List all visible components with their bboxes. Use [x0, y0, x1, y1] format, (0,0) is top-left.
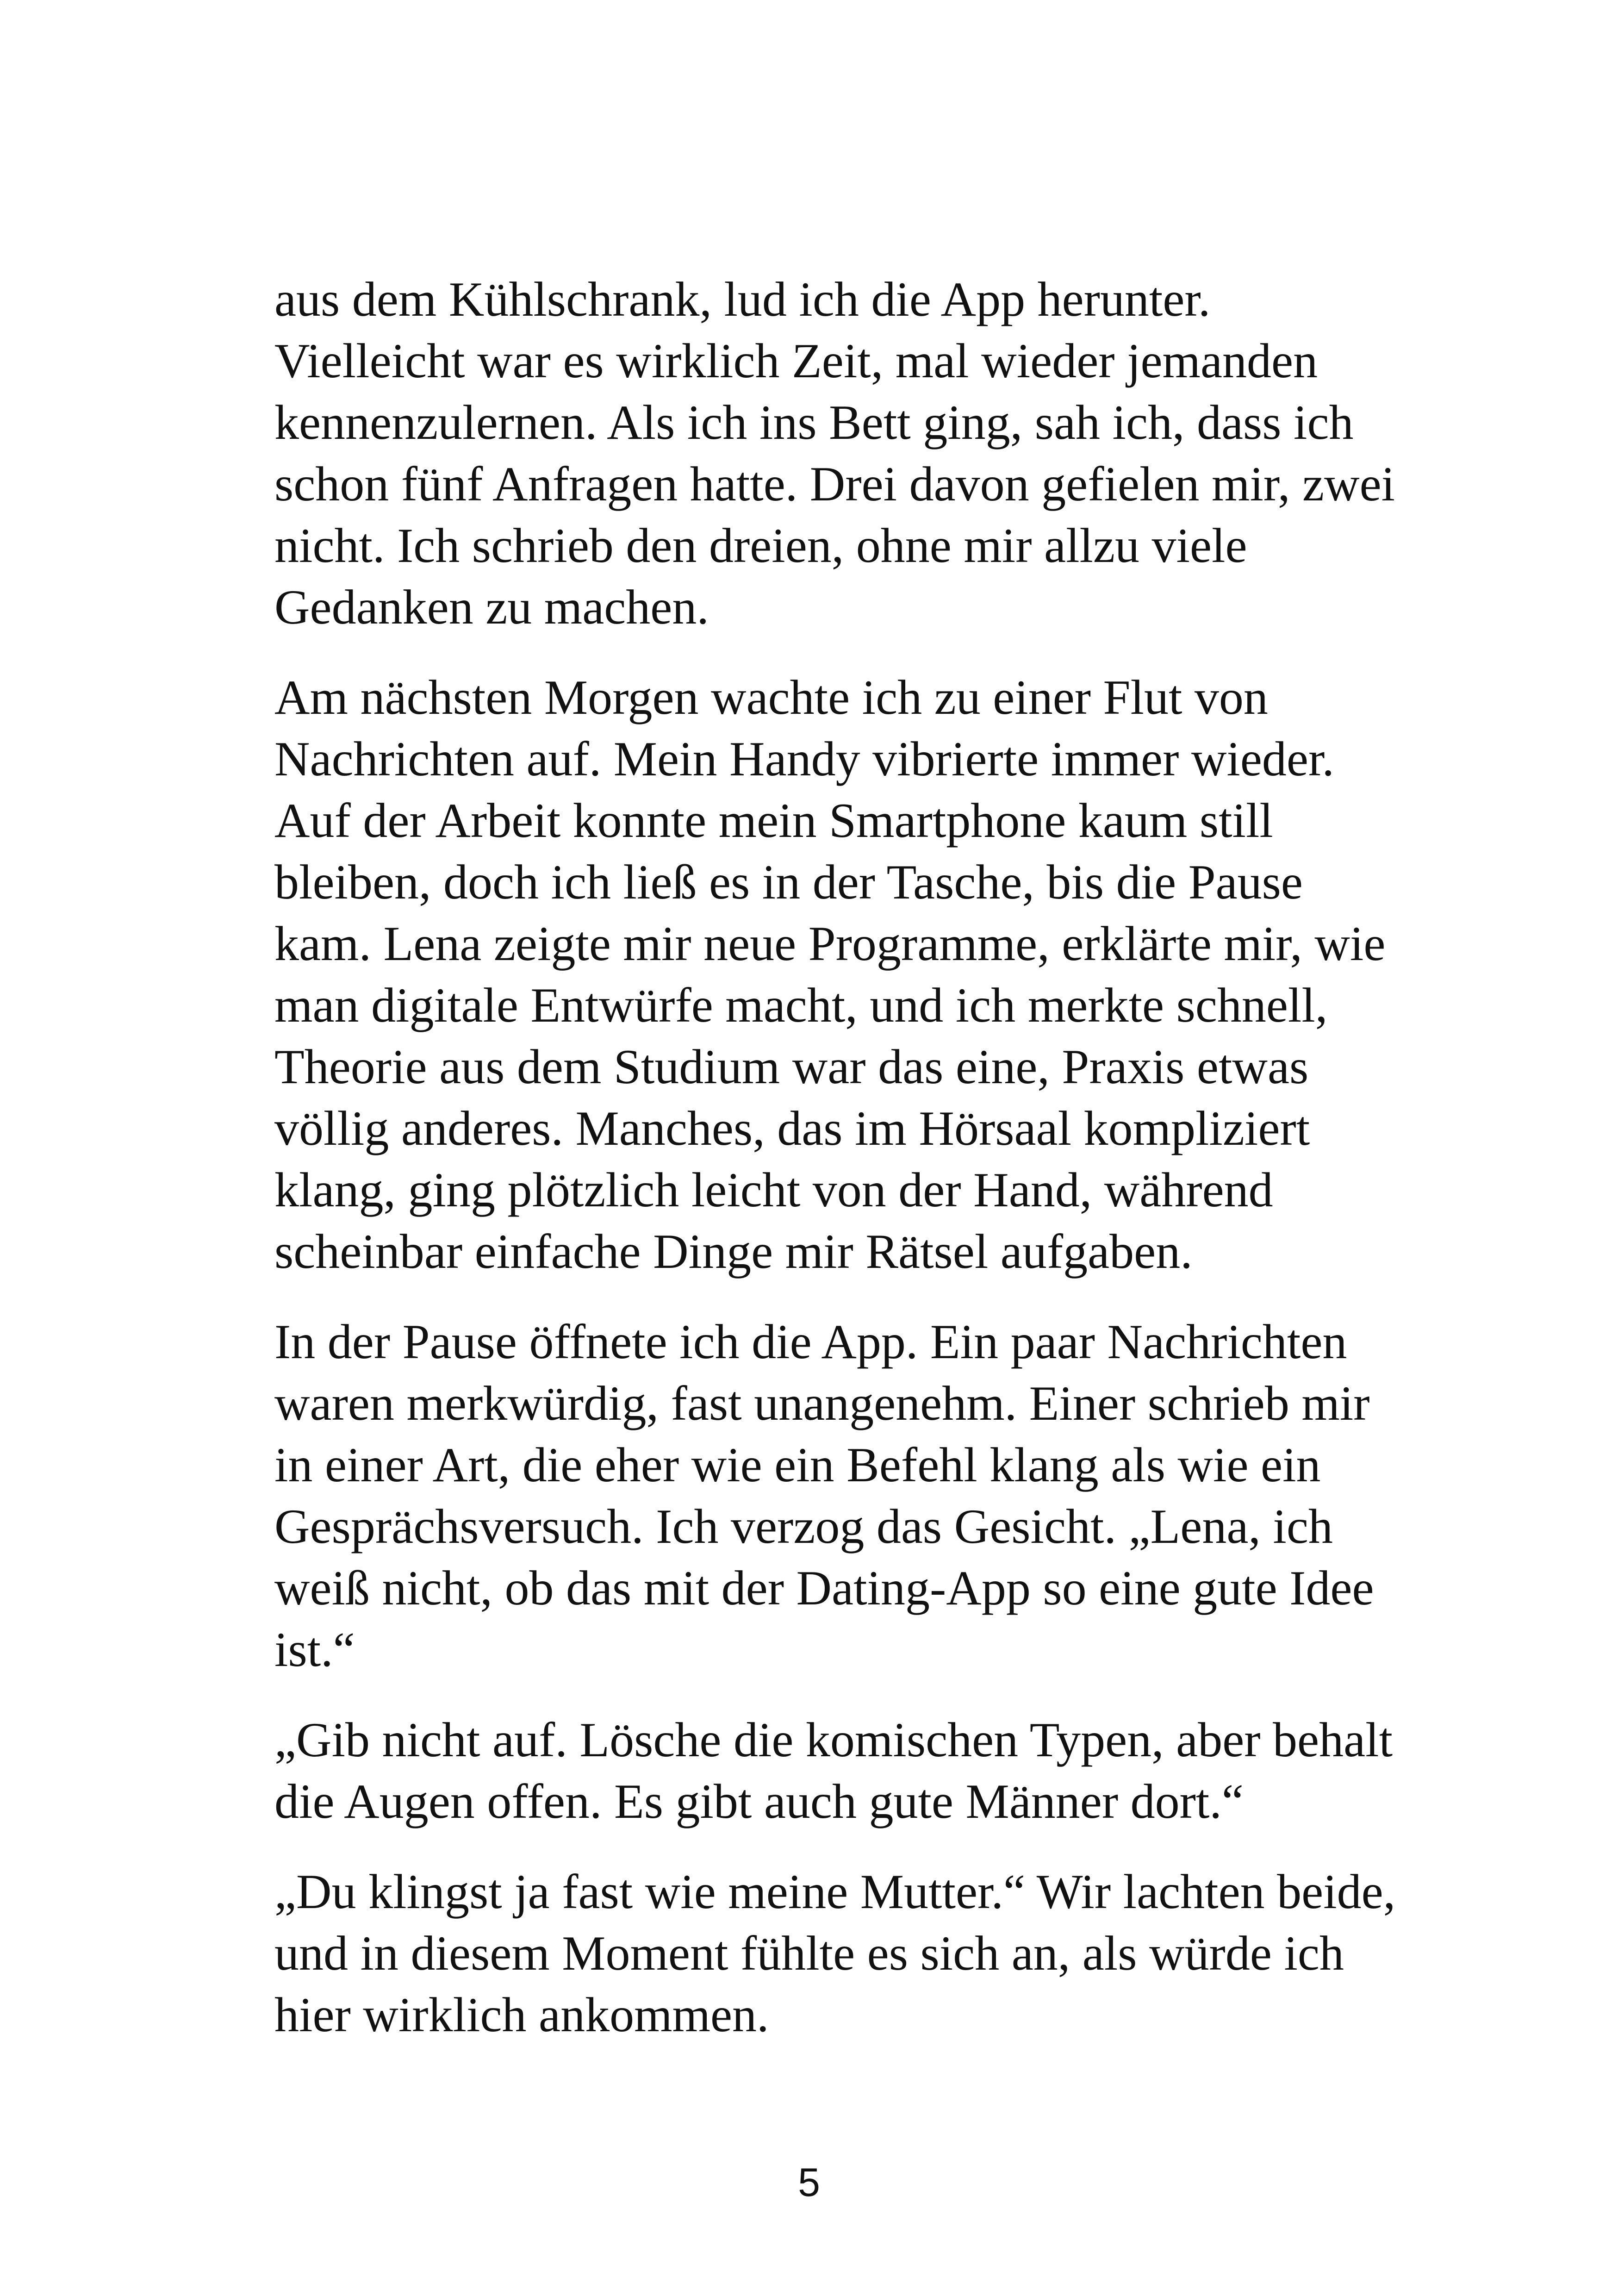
text-line: in einer Art, die eher wie ein Befehl klang als wie ein — [274, 1438, 1321, 1492]
page-number: 5 — [798, 2160, 820, 2205]
text-line: nicht. Ich schrieb den dreien, ohne mir allzu viele — [274, 518, 1247, 573]
paragraph-3 — [274, 1311, 1374, 1680]
text-line: klang, ging plötzlich leicht von der Hand, während — [274, 1163, 1273, 1217]
text-line: kennenzulernen. Als ich ins Bett ging, sah ich, dass ich — [274, 395, 1354, 449]
text-line: Theorie aus dem Studium war das eine, Praxis etwas — [274, 1040, 1309, 1094]
text-line: weiß nicht, ob das mit der Dating-App so eine gute Idee — [274, 1561, 1374, 1615]
paragraph-1 — [274, 268, 1395, 638]
text-line: „Du klingst ja fast wie meine Mutter.“ Wir lachten beide, — [274, 1865, 1396, 1919]
text-line: ist.“ — [274, 1622, 355, 1677]
text-line: Am nächsten Morgen wachte ich zu einer Flut von — [274, 670, 1268, 724]
text-line: kam. Lena zeigte mir neue Programme, erklärte mir, wie — [274, 917, 1386, 971]
text-line: In der Pause öffnete ich die App. Ein paar Nachrichten — [274, 1315, 1347, 1369]
text-line: hier wirklich ankommen. — [274, 1988, 769, 2042]
paragraph-5 — [274, 1861, 1396, 2046]
paragraph-4 — [274, 1709, 1393, 1832]
text-line: Auf der Arbeit konnte mein Smartphone kaum still — [274, 793, 1273, 848]
text-line: schon fünf Anfragen hatte. Drei davon gefielen mir, zwei — [274, 457, 1395, 511]
text-line: man digitale Entwürfe macht, und ich merkte schnell, — [274, 978, 1328, 1032]
text-line: Nachrichten auf. Mein Handy vibrierte immer wieder. — [274, 732, 1334, 786]
body-text — [274, 268, 1396, 2074]
paragraph-2 — [274, 667, 1386, 1282]
text-line: und in diesem Moment fühlte es sich an, als würde ich — [274, 1926, 1344, 1980]
text-line: „Gib nicht auf. Lösche die komischen Typen, aber behalt — [274, 1713, 1393, 1767]
text-line: bleiben, doch ich ließ es in der Tasche, bis die Pause — [274, 855, 1303, 909]
text-line: die Augen offen. Es gibt auch gute Männer dort.“ — [274, 1774, 1244, 1828]
text-line: Vielleicht war es wirklich Zeit, mal wieder jemanden — [274, 334, 1318, 388]
text-line: völlig anderes. Manches, das im Hörsaal kompliziert — [274, 1101, 1310, 1155]
text-line: Gedanken zu machen. — [274, 580, 709, 634]
text-line: waren merkwürdig, fast unangenehm. Einer schrieb mir — [274, 1376, 1370, 1430]
text-line: Gesprächsversuch. Ich verzog das Gesicht. „Lena, ich — [274, 1499, 1333, 1554]
text-line: scheinbar einfache Dinge mir Rätsel aufgaben. — [274, 1224, 1193, 1279]
text-line: aus dem Kühlschrank, lud ich die App herunter. — [274, 272, 1211, 326]
